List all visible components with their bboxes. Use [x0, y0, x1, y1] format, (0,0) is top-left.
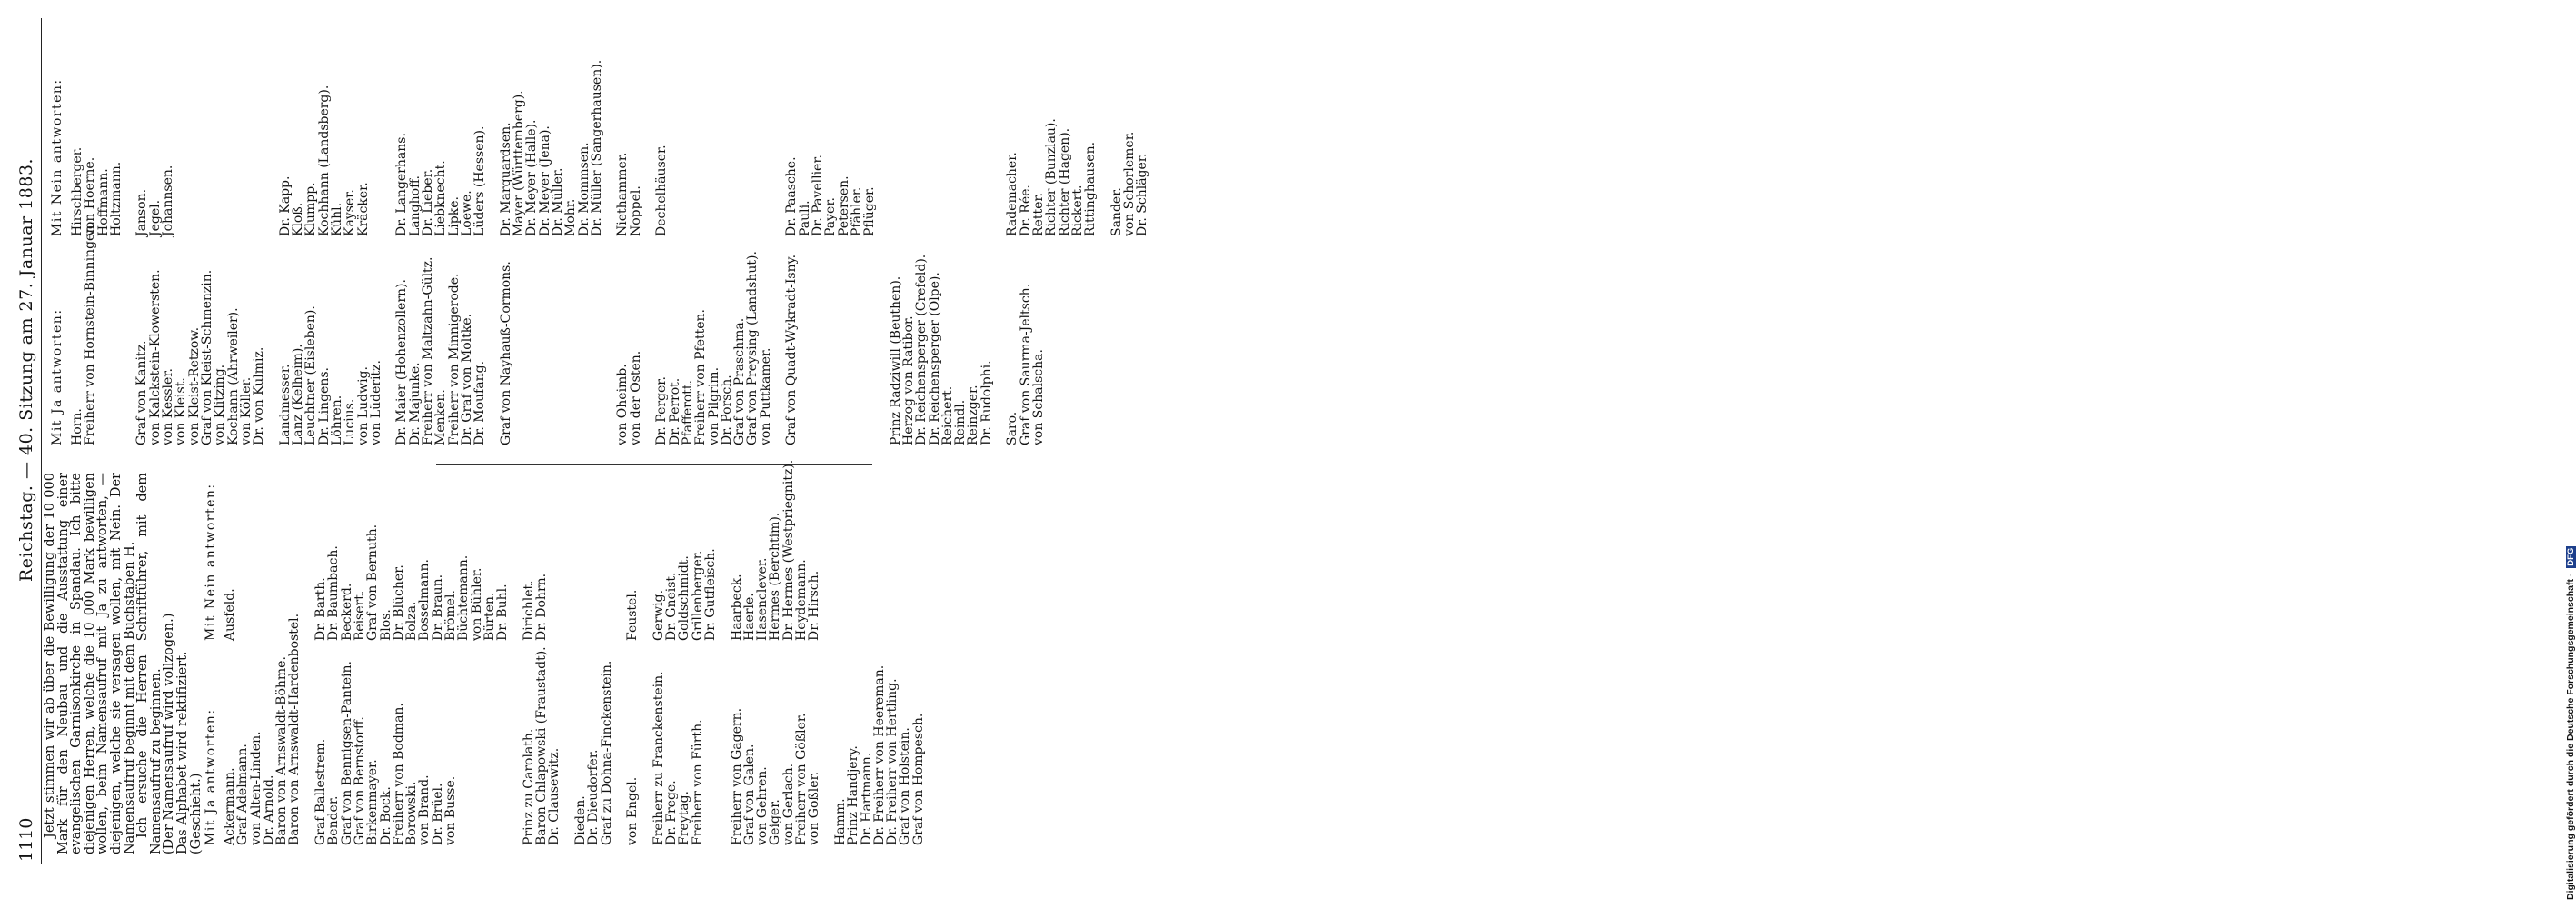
name-entry: Pfafferott. [680, 379, 695, 445]
name-entry: Rademacher. [1005, 152, 1020, 236]
name-entry [214, 60, 226, 236]
name-entry [811, 221, 824, 445]
name-entry [860, 460, 873, 641]
name-entry [873, 460, 886, 641]
name-entry: Mayer (Württemberg). [512, 90, 527, 236]
name-entry: von Schorlemer. [1122, 131, 1138, 236]
name-entry: von Kalckstein-Klowersten. [147, 269, 163, 445]
name-entry: Rickert. [1069, 185, 1085, 236]
name-entry: Richter (Bunzlau). [1044, 118, 1059, 236]
name-entry: Landmesser. [277, 364, 293, 445]
name-entry: Prinz Handjery. [846, 745, 861, 845]
name-entry: Niethammer. [615, 152, 631, 236]
name-entry: Dr. Graf von Moltke. [459, 313, 474, 445]
name-entry: Blos. [378, 609, 393, 641]
name-entry [1071, 221, 1084, 445]
name-entry: Bender. [326, 795, 342, 845]
name-entry [912, 460, 925, 641]
name-entry: Freiherr von Gagern. [729, 707, 744, 845]
intro-note-3: (Geschieht.) [188, 773, 204, 854]
intro-paragraph-2: Ich ersuche die Herren Schriftführer, mit dem Namensaufruf zu beginnen. [135, 473, 164, 854]
right-ja-list [71, 221, 1149, 445]
name-entry: von Brand. [417, 774, 433, 845]
group-spacer [717, 614, 730, 845]
name-entry [694, 60, 707, 236]
name-entry [370, 60, 383, 236]
name-entry: Dr. Meyer (Jena). [537, 125, 552, 236]
group-spacer [265, 60, 278, 236]
name-entry: Loewe. [459, 190, 474, 236]
name-entry [275, 460, 288, 641]
name-entry: Dr. Rée. [1018, 185, 1033, 236]
name-entry: Dr. Moufang. [472, 360, 488, 445]
group-spacer [603, 221, 616, 445]
name-entry [227, 60, 240, 236]
name-entry: Dr. Clausewitz. [547, 747, 562, 845]
name-entry: Dr. Freiherr von Heereman. [871, 664, 887, 845]
name-entry [886, 460, 899, 641]
page-number: 1110 [16, 817, 36, 862]
name-entry [669, 60, 681, 236]
name-entry [288, 460, 301, 641]
name-entry: von Köller. [238, 376, 254, 445]
name-entry: Dr. Perrot. [667, 377, 682, 445]
name-entry: Menken. [433, 389, 449, 445]
name-entry: von der Osten. [628, 350, 643, 445]
name-entry: Baron Chlapowski (Fraustadt). [534, 646, 550, 845]
name-entry: Kochann (Ahrweiler). [225, 307, 241, 445]
name-entry: Graf von Hompesch. [910, 713, 926, 845]
name-entry [525, 221, 538, 445]
name-entry: Holtzmann. [108, 161, 124, 236]
group-spacer [265, 221, 278, 445]
name-entry [1045, 221, 1058, 445]
name-entry: Dr. Frege. [664, 780, 680, 845]
group-spacer [383, 221, 395, 445]
name-entry: von Alten-Linden. [248, 731, 264, 845]
name-entry: Graf von Holstein. [898, 727, 913, 845]
name-entry [760, 60, 772, 236]
name-entry [1136, 221, 1149, 445]
name-entry: Dr. Dohrn. [534, 573, 550, 641]
name-entry [929, 60, 941, 236]
name-entry [539, 221, 552, 445]
name-entry [721, 60, 733, 236]
name-entry: Freiherr von Maltzahn-Gültz. [421, 256, 436, 445]
name-entry: Freytag. [677, 791, 692, 845]
name-entry: Ackermann. [223, 767, 237, 845]
name-entry: Graf von Kanitz. [134, 340, 150, 445]
name-entry: Freiherr von Fürth. [690, 719, 705, 845]
name-entry: Graf von Kleist-Schmenzin. [199, 269, 214, 445]
name-entry [941, 60, 954, 236]
name-entry: Goldschmidt. [677, 555, 692, 641]
name-entry: Dr. Gneist. [664, 572, 680, 641]
name-entry: Dr. Lieber. [421, 168, 436, 236]
name-entry [578, 221, 591, 445]
name-entry: Pflüger. [862, 186, 878, 236]
name-entry: Kühl. [329, 202, 344, 236]
name-entry: Sander. [1109, 187, 1124, 236]
name-entry: von Oheimb. [615, 364, 631, 445]
group-spacer [642, 60, 655, 236]
name-entry: von Kleist-Retzow. [186, 326, 202, 445]
name-entry [587, 460, 600, 641]
name-entry: Kräcker. [355, 182, 371, 236]
name-entry: Bolza. [404, 601, 420, 641]
name-entry: Dirichlet. [521, 580, 536, 641]
name-entry [847, 460, 860, 641]
name-entry [954, 60, 967, 236]
group-spacer [302, 460, 314, 641]
name-entry: Dr. von Kulmiz. [252, 346, 267, 445]
name-entry: Graf von Preysing (Landshut). [745, 251, 761, 445]
group-spacer [1097, 60, 1109, 236]
dfg-logo: DFG [2566, 547, 2576, 566]
name-entry: Dr. Dieudorfer. [586, 749, 602, 845]
name-entry [1084, 221, 1097, 445]
name-entry [574, 460, 587, 641]
name-entry: Dr. Hirsch. [807, 570, 822, 641]
group-spacer [510, 460, 522, 641]
group-spacer [876, 60, 889, 236]
name-entry: Janson. [134, 188, 150, 236]
name-entry: Lipke. [446, 196, 462, 236]
name-entry [704, 614, 717, 845]
group-spacer [993, 60, 1006, 236]
name-entry: Graf von Praschma. [732, 317, 748, 445]
name-entry [97, 221, 110, 445]
intro-paragraph-1: Jetzt stimmen wir ab über die Bewilligung der 10 000 Mark für den Neubau und die Ausstattung einer evangelischen Garnisonkirche in Spandau. Ich bitte diejenigen Herren, welche die 10 000 Mark bewilligen wollen, beim Namensaufruf mit Ja zu antworten, — diejenigen, welche sie versagen wollen, mit Nein. Der Namensaufruf beginnt mit dem Buchstaben H. [43, 473, 137, 854]
name-entry: Grillenberger. [690, 550, 705, 641]
intro-text [44, 473, 203, 854]
name-entry: von Klitzing. [213, 364, 228, 445]
intro-note-1: (Der Namensaufruf wird vollzogen.) [162, 613, 177, 854]
name-entry: Prinz zu Carolath. [521, 728, 536, 845]
name-entry: Löhren. [329, 395, 344, 445]
name-entry: Dr. Freiherr von Hertling. [885, 678, 900, 845]
name-entry: Graf von Saurma-Jeltsch. [1018, 283, 1033, 445]
name-entry [496, 614, 509, 845]
name-entry: Dr. Perger. [654, 376, 670, 445]
name-entry: Horn. [70, 408, 85, 445]
name-entry: Dr. Pavellier. [810, 155, 825, 236]
right-nein-list [71, 60, 1149, 236]
name-entry: Reinzger. [966, 385, 981, 445]
name-entry: Lanz (Kelheim). [291, 344, 306, 445]
left-ja-list [224, 614, 925, 845]
name-entry: Pfähler. [849, 186, 864, 236]
name-entry: Kochhann (Landsberg). [316, 85, 332, 236]
name-entry: Dr. Langerhans. [394, 133, 410, 236]
left-ja-heading [204, 708, 217, 845]
name-entry: Dr. Paasche. [784, 156, 800, 236]
name-entry: Graf Adelmann. [235, 744, 251, 845]
name-entry: Mohr. [563, 198, 579, 236]
name-entry: Dr. Müller. [550, 167, 565, 236]
name-entry [980, 60, 993, 236]
name-entry: Hermes (Berchtim). [768, 512, 783, 641]
name-entry [824, 221, 837, 445]
name-entry: Freiherr von Minnigerode. [446, 273, 462, 445]
name-entry: Rittinghausen. [1083, 141, 1099, 236]
name-entry: Dieden. [573, 795, 589, 845]
name-entry: Dr. Arnold. [261, 774, 276, 845]
name-entry [236, 460, 249, 641]
name-entry: Dr. Blücher. [391, 564, 406, 641]
group-spacer [613, 614, 626, 845]
name-entry: Reindl. [953, 399, 969, 445]
name-entry: Liebknecht. [433, 160, 449, 236]
name-entry [915, 60, 928, 236]
name-entry: von Schalscha. [1030, 349, 1046, 445]
name-entry [240, 60, 253, 236]
header-rule [41, 18, 42, 864]
name-entry: Dr. Marquardsen. [498, 122, 513, 236]
name-entry: von Engel. [625, 776, 641, 845]
name-entry: Haerle. [741, 593, 757, 641]
name-entry: von Kleist. [174, 377, 189, 445]
name-entry: Haarbeck. [729, 574, 744, 641]
name-entry [838, 221, 850, 445]
group-spacer [772, 60, 785, 236]
name-entry [548, 460, 561, 641]
name-entry: von Pilgrim. [706, 366, 721, 445]
name-entry: von Goßler. [807, 771, 822, 845]
group-spacer [383, 60, 395, 236]
left-nein-heading [204, 483, 217, 641]
name-entry [483, 614, 496, 845]
name-entry: Beisert. [352, 590, 367, 641]
name-entry: Dechelhäuser. [654, 145, 670, 236]
name-entry: Baron von Arnswaldt-Böhme. [274, 656, 290, 845]
name-entry: Dr. Brüel. [430, 783, 445, 845]
name-entry: Ausfeld. [223, 588, 237, 641]
name-entry: Feustel. [625, 589, 641, 641]
name-entry: Gerwig. [651, 589, 666, 641]
group-spacer [993, 221, 1006, 445]
name-entry: von Gerlach. [781, 763, 796, 845]
heading-ja: Mit Ja antworten: [204, 708, 218, 845]
group-spacer [642, 221, 655, 445]
name-entry [263, 460, 275, 641]
name-entry: Brömel. [443, 590, 459, 641]
group-spacer [562, 460, 574, 641]
name-entry: Prinz Radziwill (Beuthen). [888, 275, 903, 445]
name-entry: Dr. Rudolphi. [979, 360, 994, 445]
name-entry: Freiherr zu Franckenstein. [651, 671, 666, 845]
name-entry [708, 60, 721, 236]
name-entry: Freiherr von Pfetten. [693, 308, 709, 445]
name-entry: Kloß. [291, 202, 306, 236]
name-entry: von Bühler. [469, 567, 484, 641]
name-entry [834, 460, 847, 641]
name-entry: Noppel. [628, 185, 643, 236]
name-entry: Dr. Braun. [430, 574, 445, 641]
name-entry: Büchtemann. [456, 554, 472, 641]
group-spacer [1097, 221, 1109, 445]
name-entry [899, 460, 911, 641]
right-ja-heading [51, 308, 64, 445]
name-entry: Geiger. [768, 799, 783, 845]
name-entry: Dr. Meyer (Halle). [524, 119, 540, 236]
name-entry: Graf von Bennigsen-Pantein. [339, 661, 354, 845]
name-entry [1123, 221, 1136, 445]
name-entry: Dr. Kapp. [277, 175, 293, 236]
name-entry: von Lüderitz. [368, 360, 383, 445]
name-entry [967, 60, 980, 236]
name-entry: Lucius. [343, 398, 358, 445]
name-entry [457, 614, 470, 845]
name-entry [110, 221, 123, 445]
name-entry [564, 221, 577, 445]
group-spacer [123, 221, 135, 445]
group-spacer [302, 614, 314, 845]
name-entry: Richter (Hagen). [1057, 127, 1072, 236]
name-entry: Saro. [1005, 411, 1020, 445]
name-entry: von Kessler. [161, 368, 176, 445]
name-entry: Hamm. [832, 798, 848, 845]
name-entry: Dr. Müller (Sangerhausen). [589, 59, 604, 236]
name-entry: Petersen. [836, 175, 851, 236]
name-entry: Dr. Baumbach. [326, 545, 342, 641]
name-entry: Dr. Mommsen. [576, 142, 592, 236]
name-entry: Dr. Majunke. [407, 362, 423, 445]
name-entry: Dr. Porsch. [719, 375, 734, 445]
name-entry: Dr. Schläger. [1135, 153, 1150, 236]
name-entry [201, 60, 214, 236]
name-entry: Graf Ballestrem. [313, 738, 329, 845]
name-entry [1110, 221, 1123, 445]
name-entry [471, 614, 483, 845]
group-spacer [487, 60, 500, 236]
name-entry: Freiherr von Gößler. [794, 713, 810, 845]
name-entry: Dr. Maier (Hohenzollern). [394, 279, 410, 445]
name-entry: Pauli. [797, 200, 812, 236]
group-spacer [603, 60, 616, 236]
group-spacer [876, 221, 889, 445]
name-entry: Graf zu Dohna-Finckenstein. [599, 660, 614, 845]
name-entry: Beckerd. [339, 583, 354, 641]
name-entry: Dr. Reichensperger (Crefeld). [914, 254, 930, 445]
name-entry: Lüders (Hessen). [472, 125, 488, 236]
name-entry [863, 221, 876, 445]
name-entry: von Gehren. [755, 766, 771, 845]
attribution-text [2565, 546, 2576, 900]
attribution-label: Digitalisierung gefördert durch die Deutsche Forschungsgemeinschaft - [2565, 573, 2576, 900]
name-entry: Hirschberger. [70, 146, 85, 236]
name-entry: Johannsen. [161, 165, 176, 236]
name-entry: Dr. Barth. [313, 577, 329, 641]
name-entry: Bürten. [482, 592, 497, 641]
name-entry: Leuchtner (Eisleben). [303, 305, 319, 445]
name-entry: Klumpp. [303, 182, 319, 236]
right-nein-heading [51, 78, 64, 236]
name-entry: Graf von Bernuth. [365, 524, 381, 641]
attribution-strip [1281, 0, 2576, 909]
group-spacer [123, 60, 135, 236]
group-spacer [562, 614, 574, 845]
name-entry: Herzog von Ratibor. [901, 315, 916, 445]
name-entry: Dr. Bock. [378, 786, 393, 845]
name-entry [253, 60, 265, 236]
name-entry: von Busse. [443, 775, 459, 845]
group-spacer [821, 460, 834, 641]
page-title: Reichstag. — 40. Sitzung am 27. Januar 1883. [16, 157, 36, 582]
name-entry: Dr. Hartmann. [859, 752, 874, 845]
name-entry: Kayser. [343, 189, 358, 236]
name-entry: Hoffmann. [95, 168, 111, 236]
name-entry [681, 60, 694, 236]
group-spacer [510, 614, 522, 845]
name-entry: Bosselmann. [417, 559, 433, 641]
group-spacer [717, 460, 730, 641]
name-entry: Graf von Quadt-Wykradt-Isny. [784, 254, 800, 445]
name-entry [174, 60, 187, 236]
name-entry [890, 60, 902, 236]
name-entry: Dr. Gutfleisch. [702, 548, 718, 641]
name-entry: von Ludwig. [355, 366, 371, 445]
group-spacer [487, 221, 500, 445]
group-spacer [613, 460, 626, 641]
name-entry: Heydemann. [794, 559, 810, 641]
name-entry [1059, 221, 1071, 445]
name-entry: Freiherr von Hornstein-Binningen. [83, 221, 98, 445]
intro-note-2: Das Alphabet wird rektifiziert. [174, 651, 190, 854]
name-entry [552, 221, 564, 445]
name-entry: Reichert. [940, 385, 955, 445]
name-entry [850, 221, 863, 445]
name-entry: Graf von Nayhauß-Cormons. [498, 261, 513, 445]
name-entry: Dr. Buhl. [495, 584, 511, 641]
group-spacer [640, 614, 652, 845]
name-entry [733, 60, 746, 236]
group-spacer [640, 460, 652, 641]
heading-ja-right: Mit Ja antworten: [50, 308, 65, 445]
name-entry [512, 221, 525, 445]
group-spacer [772, 221, 785, 445]
name-entry [746, 60, 759, 236]
name-entry: Graf von Bernstorff. [352, 716, 367, 845]
name-entry: Langhoff. [407, 175, 423, 236]
name-entry: Dr. Hermes (Westpriegnitz). [781, 459, 796, 641]
name-entry: Dr. Lingens. [316, 367, 332, 445]
name-entry: Retter. [1030, 193, 1046, 236]
name-entry: Freiherr von Bodman. [391, 703, 406, 845]
name-entry: Hasenclever. [755, 557, 771, 641]
name-entry: Birkenmayer. [365, 759, 381, 845]
name-entry [188, 60, 201, 236]
name-entry [799, 221, 811, 445]
name-entry: Payer. [823, 197, 839, 236]
name-entry: Graf von Galen. [741, 744, 757, 845]
name-entry [601, 460, 613, 641]
name-entry: Dr. Reichensperger (Olpe). [927, 272, 942, 445]
heading-nein-right: Mit Nein antworten: [50, 78, 65, 236]
left-nein-list [224, 460, 925, 641]
name-entry: Jegel. [147, 199, 163, 236]
name-entry [591, 221, 603, 445]
name-entry: Borowski. [404, 781, 420, 845]
name-entry: Baron von Arnswaldt-Hardenbostel. [287, 613, 303, 845]
name-entry: von Hoerne. [83, 156, 98, 236]
group-spacer [821, 614, 834, 845]
name-entry [902, 60, 915, 236]
name-entry: von Puttkamer. [758, 347, 773, 445]
heading-nein: Mit Nein antworten: [204, 483, 218, 641]
name-entry [250, 460, 263, 641]
